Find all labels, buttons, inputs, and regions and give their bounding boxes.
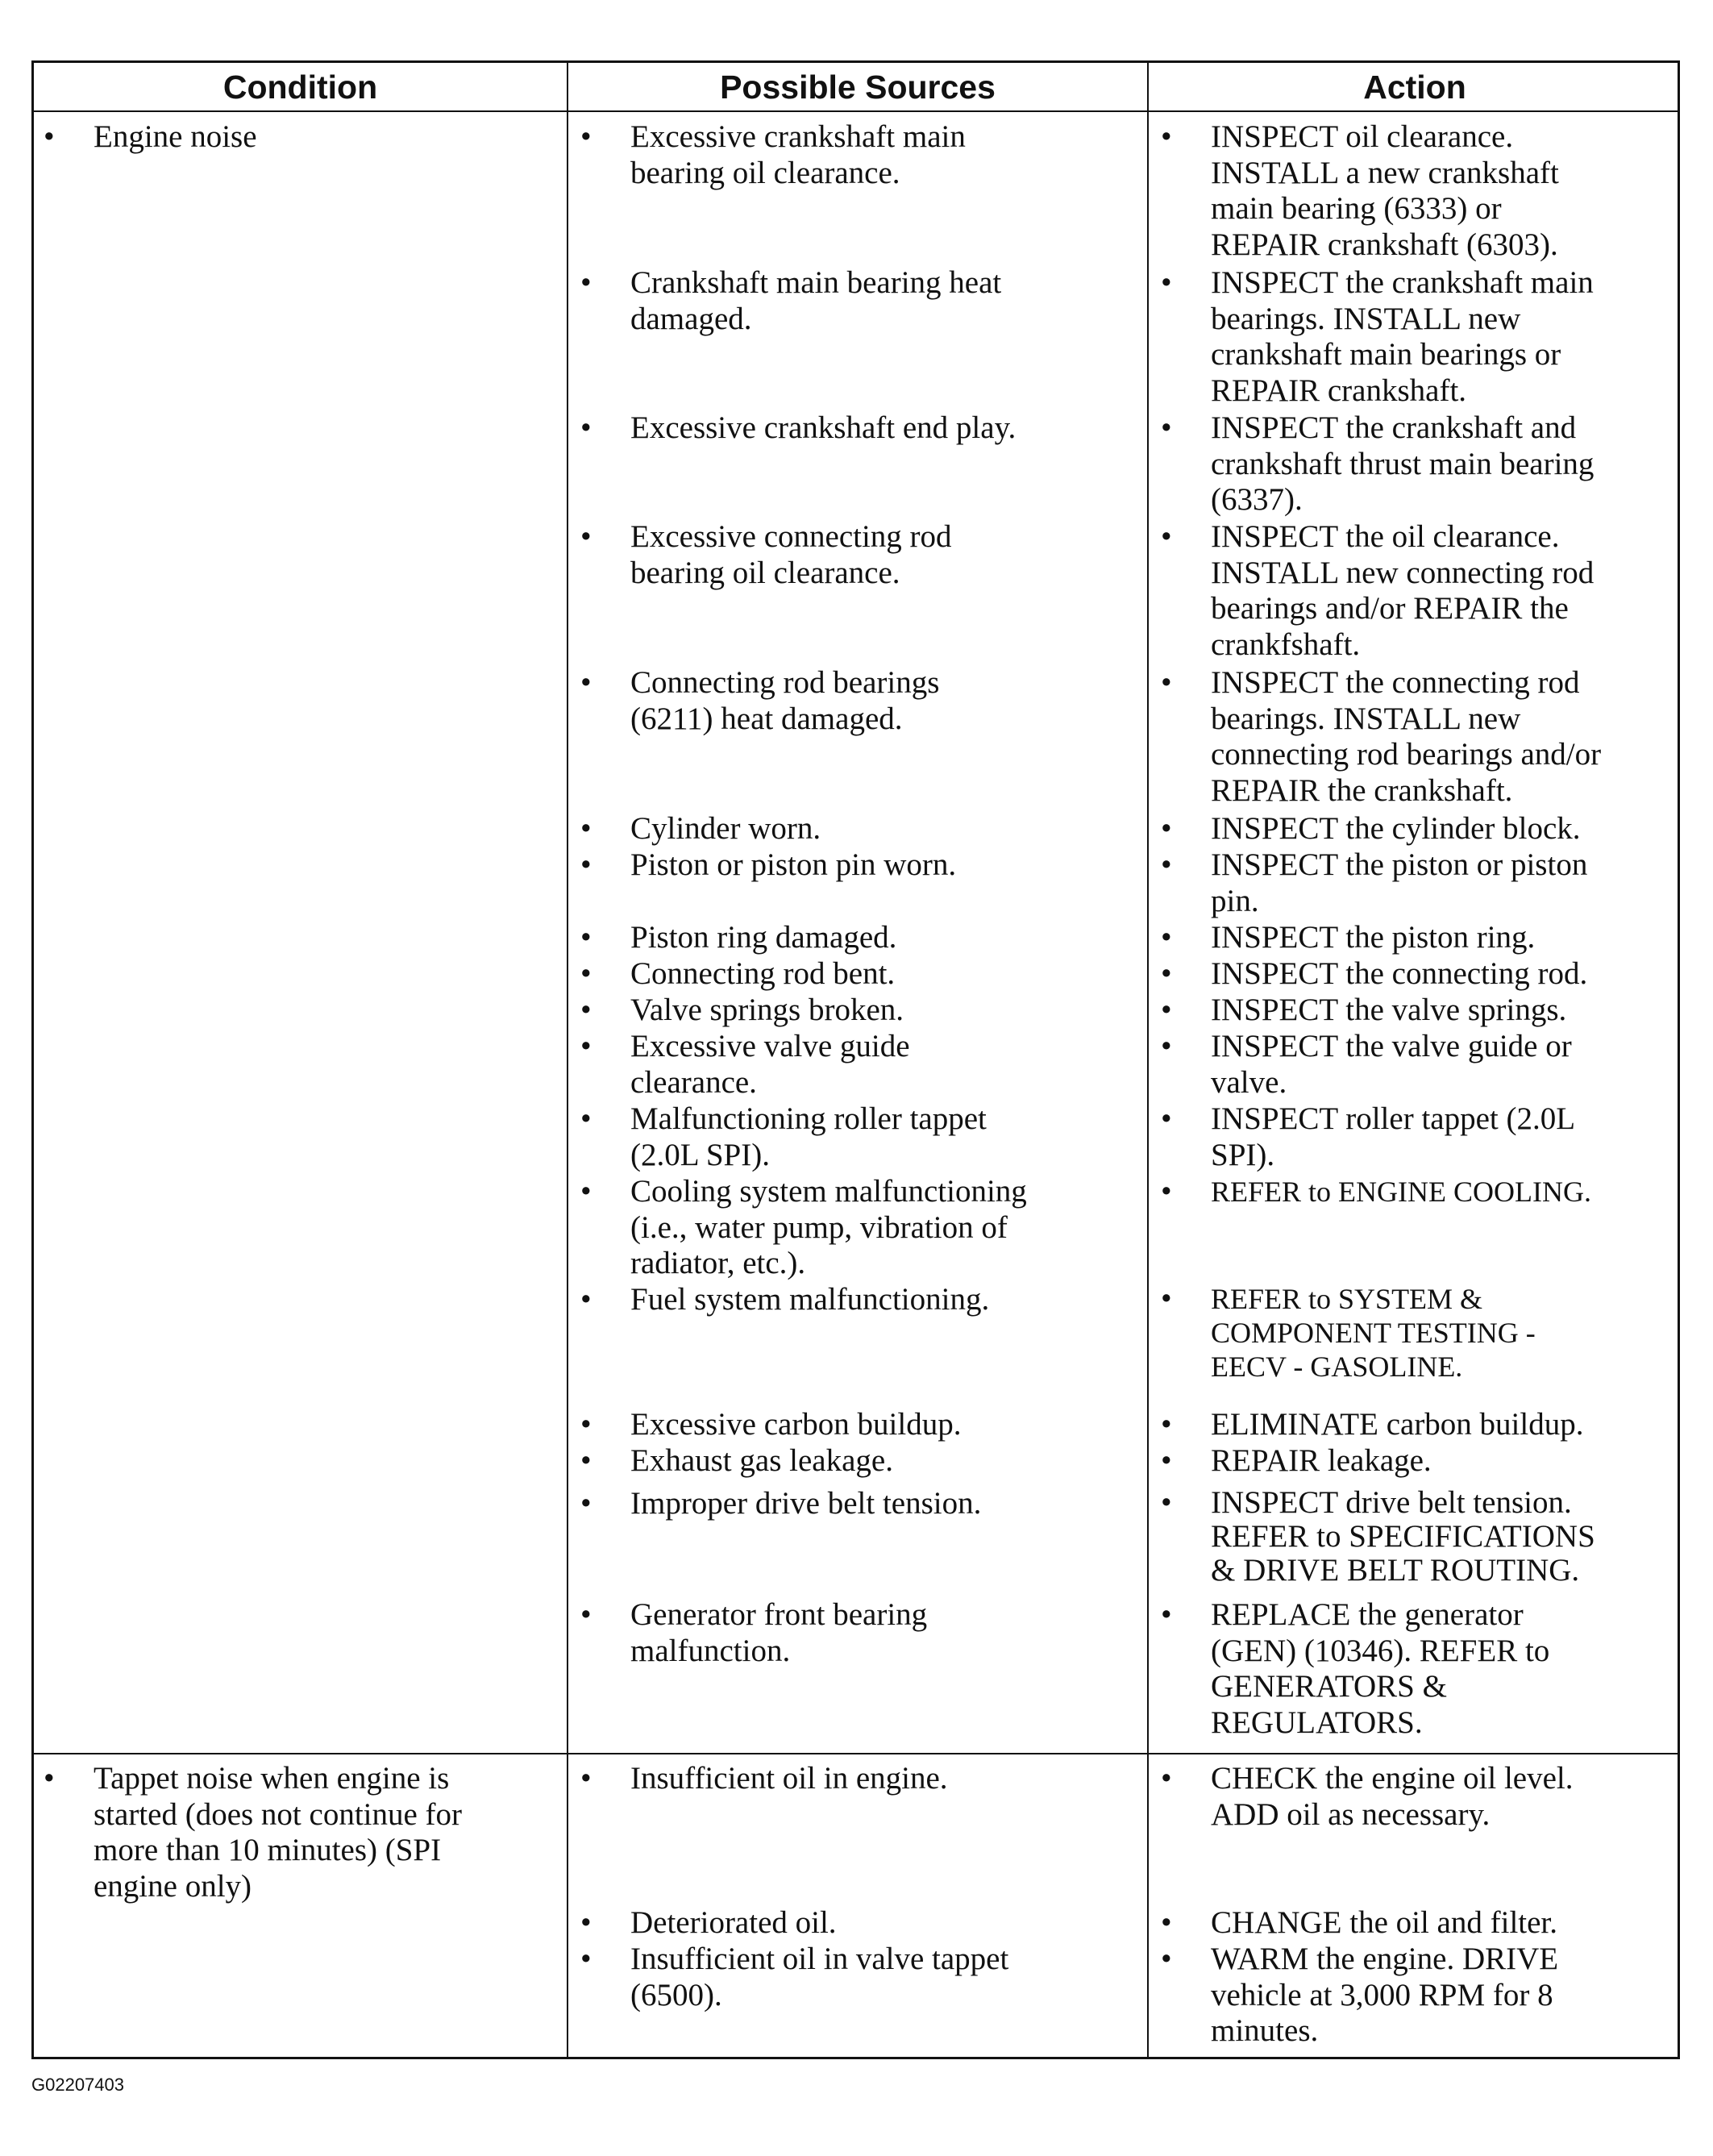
source-text: Exhaust gas leakage.: [630, 1443, 893, 1478]
source-text: Fuel system malfunctioning.: [630, 1282, 990, 1317]
bullet: •: [580, 665, 592, 700]
action-item: [1161, 1029, 1677, 1101]
action-text: INSPECT the crankshaft and crankshaft thrust main bearing (6337).: [1211, 410, 1595, 517]
bullet: •: [1161, 265, 1172, 300]
source-item: [580, 1761, 1137, 1797]
condition-text: Engine noise: [94, 119, 257, 154]
action-item: [1161, 1905, 1677, 1942]
action-text: CHECK the engine oil level. ADD oil as necessary.: [1211, 1761, 1574, 1832]
action-item: [1161, 956, 1677, 993]
source-item: [580, 847, 1137, 884]
action-text: INSPECT oil clearance. INSTALL a new crankshaft main bearing (6333) or REPAIR crankshaft (6303).: [1211, 119, 1559, 262]
bullet: •: [580, 956, 592, 991]
action-text: WARM the engine. DRIVE vehicle at 3,000 RPM for 8 minutes.: [1211, 1942, 1559, 2048]
source-text: Malfunctioning roller tappet (2.0L SPI).: [630, 1101, 987, 1172]
source-item: [580, 1905, 1137, 1942]
source-item: [580, 519, 1137, 591]
action-item: [1161, 920, 1677, 956]
condition-cell: [44, 1761, 559, 1904]
source-text: Connecting rod bearings (6211) heat damaged.: [630, 665, 940, 736]
source-item: [580, 665, 1137, 737]
action-text: CHANGE the oil and filter.: [1211, 1905, 1558, 1940]
source-item: [580, 1101, 1137, 1173]
source-item: [580, 1029, 1137, 1101]
bullet: •: [1161, 1174, 1172, 1209]
source-item: [580, 920, 1137, 956]
source-item: [580, 1486, 1137, 1522]
source-item: [580, 1282, 1137, 1318]
bullet: •: [580, 1407, 592, 1442]
action-text: INSPECT the piston ring.: [1211, 920, 1536, 955]
header-action: Action: [1363, 69, 1466, 106]
bullet: •: [580, 265, 592, 300]
action-text: INSPECT roller tappet (2.0L SPI).: [1211, 1101, 1576, 1172]
row-divider: [34, 1753, 1678, 1754]
action-item: [1161, 1761, 1677, 1833]
bullet: •: [1161, 1597, 1172, 1632]
action-text: INSPECT the valve guide or valve.: [1211, 1029, 1572, 1100]
source-text: Generator front bearing malfunction.: [630, 1597, 928, 1668]
source-item: [580, 993, 1137, 1029]
bullet: •: [580, 1282, 592, 1317]
action-item: [1161, 1443, 1677, 1480]
action-item: [1161, 1486, 1677, 1588]
action-item: [1161, 665, 1677, 809]
action-text: INSPECT the piston or piston pin.: [1211, 847, 1588, 918]
bullet: •: [1161, 1761, 1172, 1796]
action-item: [1161, 1282, 1677, 1384]
action-text: ELIMINATE carbon buildup.: [1211, 1407, 1584, 1442]
bullet: •: [1161, 519, 1172, 554]
source-text: Insufficient oil in engine.: [630, 1761, 948, 1796]
source-item: [580, 1942, 1137, 2013]
bullet: •: [1161, 1407, 1172, 1442]
bullet: •: [580, 1174, 592, 1209]
action-item: [1161, 993, 1677, 1029]
bullet: •: [44, 119, 55, 154]
source-text: Excessive connecting rod bearing oil clearance.: [630, 519, 952, 590]
header-condition: Condition: [222, 69, 378, 106]
bullet: •: [580, 410, 592, 445]
source-item: [580, 410, 1137, 447]
bullet: •: [1161, 1029, 1172, 1063]
action-item: [1161, 265, 1677, 409]
source-text: Improper drive belt tension.: [630, 1486, 982, 1521]
action-text: INSPECT the crankshaft main bearings. INSTALL new crankshaft main bearings or REPAIR crankshaft.: [1211, 265, 1594, 408]
bullet: •: [580, 1443, 592, 1478]
source-text: Piston ring damaged.: [630, 920, 897, 955]
bullet: •: [580, 1905, 592, 1940]
bullet: •: [580, 993, 592, 1027]
action-text: REPLACE the generator (GEN) (10346). REFER to GENERATORS & REGULATORS.: [1211, 1597, 1550, 1740]
source-item: [580, 811, 1137, 847]
action-text: INSPECT drive belt tension. REFER to SPECIFICATIONS & DRIVE BELT ROUTING.: [1211, 1485, 1595, 1588]
source-text: Connecting rod bent.: [630, 956, 896, 991]
source-text: Excessive crankshaft main bearing oil clearance.: [630, 119, 966, 190]
action-text: INSPECT the valve springs.: [1211, 993, 1567, 1027]
bullet: •: [580, 811, 592, 846]
source-item: [580, 265, 1137, 337]
source-text: Cylinder worn.: [630, 811, 821, 846]
column-divider: [1147, 63, 1149, 2057]
action-item: [1161, 410, 1677, 518]
source-text: Excessive valve guide clearance.: [630, 1029, 910, 1100]
source-text: Crankshaft main bearing heat damaged.: [630, 265, 1002, 336]
bullet: •: [1161, 1281, 1172, 1316]
column-divider: [567, 63, 568, 2057]
source-text: Cooling system malfunctioning (i.e., water pump, vibration of radiator, etc.).: [630, 1174, 1027, 1280]
action-item: [1161, 1174, 1677, 1210]
action-item: [1161, 119, 1677, 263]
bullet: •: [1161, 1101, 1172, 1136]
action-text: INSPECT the connecting rod.: [1211, 956, 1588, 991]
header-possible-sources: Possible Sources: [720, 69, 996, 106]
action-text: INSPECT the oil clearance. INSTALL new connecting rod bearings and/or REPAIR the crankfshaft.: [1211, 519, 1595, 662]
bullet: •: [580, 1597, 592, 1632]
bullet: •: [1161, 410, 1172, 445]
bullet: •: [1161, 1485, 1172, 1520]
bullet: •: [1161, 1942, 1172, 1976]
bullet: •: [580, 1486, 592, 1521]
bullet: •: [580, 920, 592, 955]
bullet: •: [1161, 1905, 1172, 1940]
action-text: INSPECT the cylinder block.: [1211, 811, 1581, 846]
source-item: [580, 1174, 1137, 1282]
source-text: Piston or piston pin worn.: [630, 847, 957, 882]
bullet: •: [1161, 993, 1172, 1027]
source-text: Insufficient oil in valve tappet (6500).: [630, 1942, 1009, 2012]
source-text: Excessive crankshaft end play.: [630, 410, 1017, 445]
source-item: [580, 1443, 1137, 1480]
bullet: •: [580, 847, 592, 882]
source-item: [580, 956, 1137, 993]
action-item: [1161, 847, 1677, 919]
source-text: Valve springs broken.: [630, 993, 904, 1027]
action-item: [1161, 1101, 1677, 1173]
action-text: REFER to SYSTEM & COMPONENT TESTING - EECV - GASOLINE.: [1211, 1283, 1536, 1383]
bullet: •: [580, 1029, 592, 1063]
action-item: [1161, 1942, 1677, 2050]
source-item: [580, 119, 1137, 191]
action-item: [1161, 1597, 1677, 1741]
bullet: •: [1161, 1443, 1172, 1478]
source-item: [580, 1597, 1137, 1669]
figure-id-caption: G02207403: [31, 2075, 124, 2095]
action-item: [1161, 519, 1677, 663]
bullet: •: [1161, 665, 1172, 700]
source-text: Excessive carbon buildup.: [630, 1407, 962, 1442]
bullet: •: [1161, 119, 1172, 154]
action-text: REFER to ENGINE COOLING.: [1211, 1176, 1591, 1208]
action-item: [1161, 1407, 1677, 1443]
bullet: •: [1161, 920, 1172, 955]
source-item: [580, 1407, 1137, 1443]
source-text: Deteriorated oil.: [630, 1905, 837, 1940]
bullet: •: [1161, 956, 1172, 991]
bullet: •: [580, 1942, 592, 1976]
bullet: •: [1161, 811, 1172, 846]
bullet: •: [580, 519, 592, 554]
condition-cell: [44, 119, 559, 156]
action-text: INSPECT the connecting rod bearings. INSTALL new connecting rod bearings and/or REPAIR the crankshaft.: [1211, 665, 1602, 808]
diagnosis-table: [31, 60, 1680, 2059]
bullet: •: [44, 1761, 55, 1796]
bullet: •: [580, 1101, 592, 1136]
bullet: •: [580, 1761, 592, 1796]
bullet: •: [1161, 847, 1172, 882]
condition-text: Tappet noise when engine is started (does not continue for more than 10 minutes) (SPI engine only): [94, 1761, 463, 1904]
action-item: [1161, 811, 1677, 847]
bullet: •: [580, 119, 592, 154]
action-text: REPAIR leakage.: [1211, 1443, 1432, 1478]
